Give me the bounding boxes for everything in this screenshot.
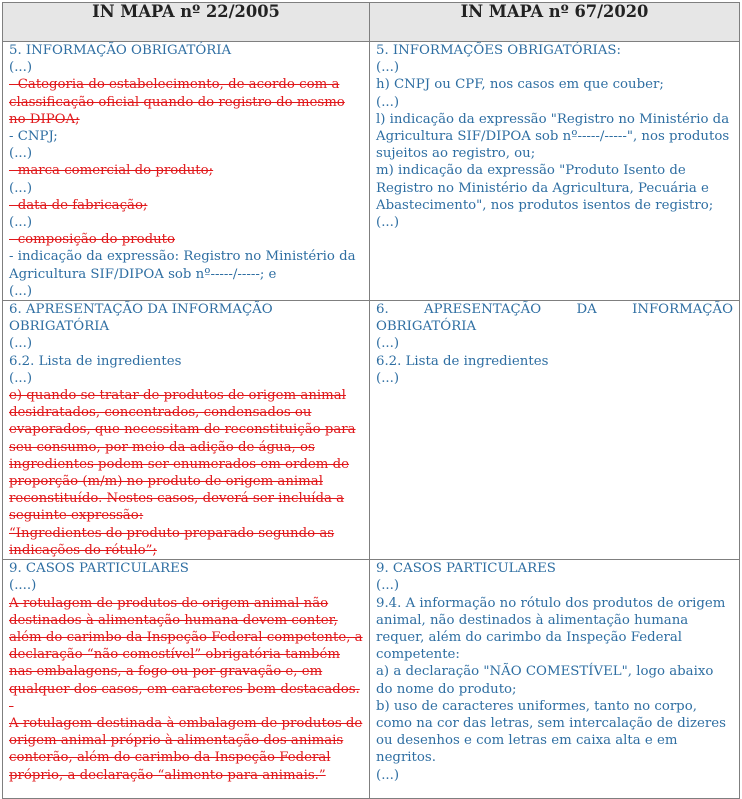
header-row	[3, 3, 740, 42]
provision-text: - CNPJ;	[9, 129, 58, 145]
provision-text: 6.2. Lista de ingredientes	[376, 353, 549, 369]
row2-left-cell	[3, 301, 370, 560]
table-row	[3, 560, 740, 799]
provision-text: a) a declaração "NÃO COMESTÍVEL", logo abaixo do nome do produto;	[376, 664, 714, 697]
provision-text: (...)	[9, 283, 33, 299]
row1-right-cell	[370, 42, 740, 301]
provision-text: (...)	[9, 60, 33, 76]
table-row	[3, 301, 740, 560]
provision-text: m) indicação da expressão "Produto Isento de Registro no Ministério da Agricultura, Pecuária e Abastecimento", nos produtos isentos de registro;	[376, 163, 714, 213]
provision-text: 6. APRESENTAÇÃO DA INFORMAÇÃO	[376, 302, 733, 318]
provision-text: b) uso de caracteres uniformes, tanto no corpo, como na cor das letras, sem intercalação de dizeres ou desenhos e com letras em caixa alta e em negritos.	[376, 698, 726, 766]
revoked-text: e) quando se tratar de produtos de origem animal desidratados, concentrados, condensados ou evaporados, que necessitam de reconstituição para seu consumo, por meio da adição de água, os ingredientes podem ser enumerados em ordem de proporção (m/m) no produto de origem animal reconstituído. Nestes casos, deverá ser incluída a seguinte expressão:	[9, 388, 356, 524]
revoked-text: - marca comercial do produto;	[9, 163, 214, 179]
provision-text: (...)	[9, 180, 33, 196]
header-in-67-2020: IN MAPA nº 67/2020	[370, 3, 740, 42]
provision-text: (...)	[9, 370, 33, 386]
provision-text: (....)	[9, 578, 37, 594]
provision-text: (...)	[376, 370, 400, 386]
provision-text: 9. CASOS PARTICULARES	[376, 561, 556, 577]
row2-right-cell	[370, 301, 740, 560]
revoked-text: - data de fabricação;	[9, 197, 148, 213]
provision-text: (...)	[9, 336, 33, 352]
row1-left-cell	[3, 42, 370, 301]
provision-text: OBRIGATÓRIA	[376, 319, 477, 335]
revoked-text: “Ingredientes do produto preparado segundo as indicações do rótulo”;	[9, 525, 335, 558]
row3-right-cell	[370, 560, 740, 799]
provision-text: (...)	[376, 767, 400, 783]
row3-left-cell	[3, 560, 370, 799]
provision-text: (...)	[376, 215, 400, 231]
provision-text: 6.2. Lista de ingredientes	[9, 353, 182, 369]
provision-text: 9.4. A informação no rótulo dos produtos de origem animal, não destinados à alimentação humana requer, além do carimbo da Inspeção Federal competente:	[376, 595, 726, 663]
revoked-text: - Categoria do estabelecimento, de acordo com a classificação oficial quando do registro do mesmo no DIPOA;	[9, 77, 345, 127]
revoked-text: - composição do produto	[9, 232, 176, 248]
revoked-text: A rotulagem destinada à embalagem de produtos de origem animal próprio à alimentação dos animais conterão, além do carimbo da Inspeção Federal próprio, a declaração “alimento para animais.”	[9, 715, 363, 783]
provision-text: 5. INFORMAÇÕES OBRIGATÓRIAS:	[376, 43, 621, 58]
table-row	[3, 42, 740, 301]
revoked-text: A rotulagem de produtos de origem animal não destinados à alimentação humana devem conter, além do carimbo da Inspeção Federal competente, a declaração “não comestível” obrigatória também nas embalagens, a fogo ou por gravação e, em qualquer dos casos, em caracteres bem destacados.	[9, 595, 363, 697]
provision-text: (...)	[9, 146, 33, 162]
provision-text: (...)	[376, 60, 400, 76]
provision-text: (...)	[376, 336, 400, 352]
provision-text: (...)	[376, 578, 400, 594]
provision-text: (...)	[9, 215, 33, 231]
provision-text: h) CNPJ ou CPF, nos casos em que couber;	[376, 77, 664, 93]
header-in-22-2005: IN MAPA nº 22/2005	[3, 3, 370, 42]
provision-text: 9. CASOS PARTICULARES	[9, 561, 189, 577]
provision-text: - indicação da expressão: Registro no Ministério da Agricultura SIF/DIPOA sob nº-----/-----; e	[9, 249, 356, 282]
provision-text: (...)	[376, 94, 400, 110]
provision-text: 6. APRESENTAÇÃO DA INFORMAÇÃO OBRIGATÓRIA	[9, 302, 273, 335]
comparison-table	[2, 2, 740, 799]
revoked-text: -	[9, 698, 14, 714]
provision-text: 5. INFORMAÇÃO OBRIGATÓRIA	[9, 43, 232, 58]
provision-text: l) indicação da expressão "Registro no Ministério da Agricultura SIF/DIPOA sob nº-----/-----", nos produtos sujeitos ao registro, ou;	[376, 111, 730, 162]
